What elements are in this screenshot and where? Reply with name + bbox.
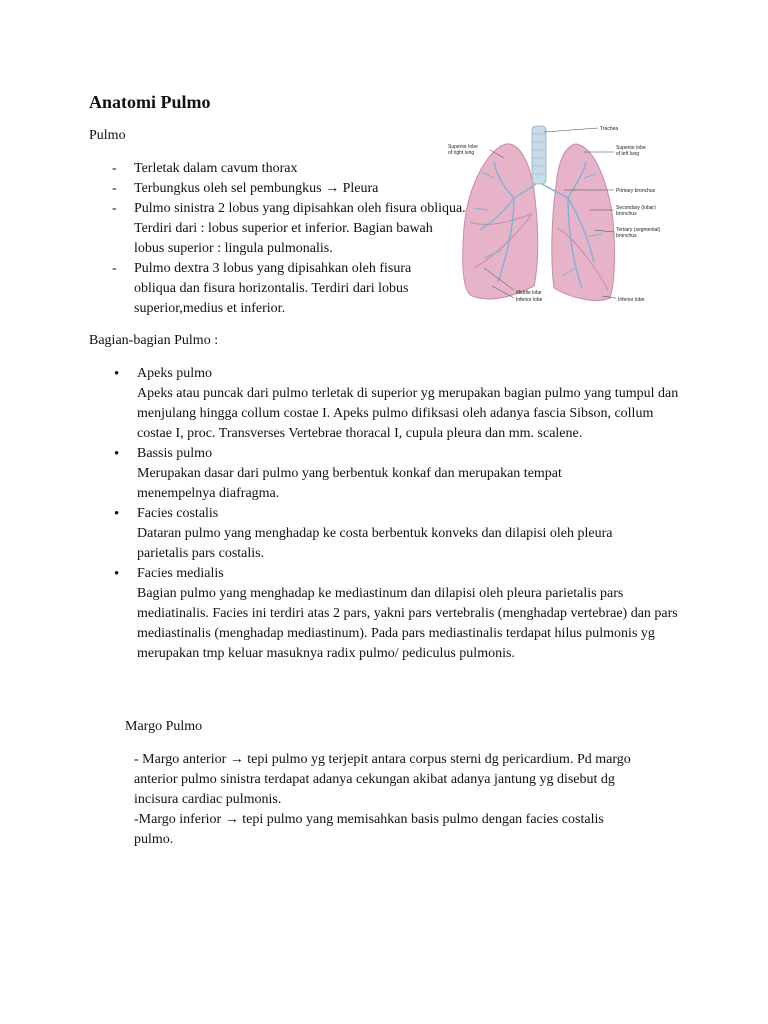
lung-illustration [444, 118, 674, 308]
list-item [114, 564, 684, 664]
label-secondary-bronchus-2: bronchus [616, 211, 637, 217]
parts-list [114, 364, 684, 664]
label-middle-lobe: Middle lobe [516, 290, 542, 296]
label-tertiary-bronchus-2: bronchus [616, 233, 637, 239]
page-title: Anatomi Pulmo [89, 92, 211, 112]
parts-heading: Bagian-bagian Pulmo : [89, 333, 219, 348]
list-item [114, 504, 684, 564]
part-name: • Facies medialis [137, 566, 224, 581]
part-description: Dataran pulmo yang menghadap ke costa berbentuk konveks dan dilapisi oleh pleura parietalis pars costalis. [137, 526, 613, 561]
label-primary-bronchus: Primary bronchus [616, 188, 656, 194]
label-superior-lobe-left-2: of left lung [616, 151, 640, 157]
margo-inferior-text: -Margo inferior → tepi pulmo yang memisahkan basis pulmo dengan facies costalis pulmo. [134, 812, 604, 847]
intro-item: - Terbungkus oleh sel pembungkus → Pleura [112, 179, 472, 199]
label-secondary-bronchus: Secondary (lobar) [616, 205, 656, 211]
part-description: Merupakan dasar dari pulmo yang berbentuk konkaf dan merupakan tempat menempelnya diafragma. [137, 466, 562, 501]
margo-heading: Margo Pulmo [125, 719, 203, 734]
intro-item: - Pulmo dextra 3 lobus yang dipisahkan oleh fisura obliqua dan fisura horizontalis. Terdiri dari lobus superior,medius et inferior. [112, 259, 434, 319]
margo-anterior-text: - Margo anterior → tepi pulmo yg terjepit antara corpus sterni dg pericardium. Pd margo anterior pulmo sinistra terdapat adanya cekungan akibat adanya jantung yg disebut dg incisura cardiac pulmonis. [134, 752, 631, 807]
trachea-shape [532, 126, 546, 184]
intro-item: - Pulmo sinistra 2 lobus yang dipisahkan oleh fisura obliqua. Terdiri dari : lobus superior et inferior. Bagian bawah lobus superior : lingula pulmonalis. [112, 199, 466, 259]
part-name: • Apeks pulmo [137, 366, 213, 381]
label-superior-lobe-right-2: of right lung [448, 150, 475, 156]
list-item [114, 364, 684, 444]
label-superior-lobe-left: Superior lobe [616, 145, 646, 151]
left-lung-shape [552, 144, 615, 300]
part-description: Bagian pulmo yang menghadap ke mediastinum dan dilapisi oleh pleura parietalis pars mediatinalis. Facies ini terdiri atas 2 pars, yakni pars vertebralis (menghadap vertebrae) dan pars mediastinalis (menghadap mediastinum). Pada pars mediastinalis terdapat hilus pulmonis yg merupakan tmp keluar masuknya radix pulmo/ pediculus pulmonis. [137, 586, 678, 661]
label-tertiary-bronchus: Tertiary (segmental) [616, 227, 661, 233]
part-name: • Bassis pulmo [137, 446, 213, 461]
intro-list [112, 159, 472, 319]
label-inferior-lobe-left: Inferior lobe [618, 297, 645, 303]
margo-section [134, 750, 654, 850]
lung-anatomy-figure [444, 118, 674, 308]
part-description: Apeks atau puncak dari pulmo terletak di superior yg merupakan bagian pulmo yang tumpul dan menjulang hingga collum costae I. Apeks pulmo difiksasi oleh adanya fascia Sibson, collum costae I, proc. Transverses Vertebrae thoracal I, cupula pleura dan mm. scalene. [137, 386, 679, 441]
label-superior-lobe-right: Superior lobe [448, 144, 478, 150]
label-inferior-lobe-right: Inferior lobe [516, 297, 543, 303]
intro-label: Pulmo [89, 128, 126, 143]
label-trachea: Trachea [600, 126, 619, 132]
intro-item: - Terletak dalam cavum thorax [112, 159, 472, 179]
list-item [114, 444, 684, 504]
part-name: • Facies costalis [137, 506, 219, 521]
